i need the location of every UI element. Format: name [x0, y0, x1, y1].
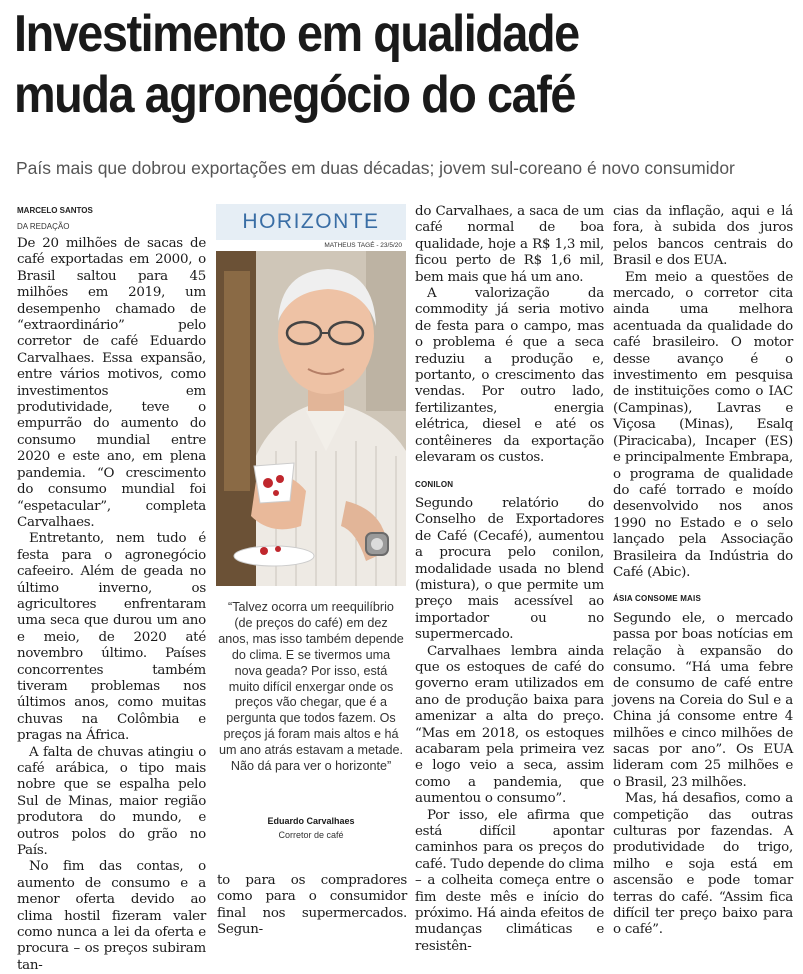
paragraph: Por isso, ele afirma que está difícil apontar caminhos para os preços do café. Tudo depende do clima – a colheita começa entre o fim deste mês e início do próximo. Há ainda efeitos de mudanças climáticas e resistên-	[415, 807, 604, 954]
paragraph: do Carvalhaes, a saca de um café normal de boa qualidade, hoje a R$ 1,3 mil, ficou perto de R$ 1,6 mil, bem mais que há um ano.	[415, 204, 604, 285]
subhead-asia: ÁSIA CONSOME MAIS	[613, 594, 701, 604]
photo-credit: MATHEUS TAGÉ - 23/5/20	[324, 242, 402, 249]
byline-author: MARCELO SANTOS	[17, 206, 93, 215]
byline-desk: DA REDAÇÃO	[17, 222, 70, 231]
sidebar-title: HORIZONTE	[216, 204, 406, 240]
pull-quote: “Talvez ocorra um reequilíbrio (de preços do café) em dez anos, mas isso também depende do clima. E se tivermos uma nova geada? Por isso, está muito difícil enxergar onde os preços vão chegar, que é a pergunta que todos fazem. Os preços já foram mais altos e há um ano atrás estavam a metade. Não dá para ver o horizonte”	[218, 600, 404, 774]
paragraph: Entretanto, nem tudo é festa para o agronegócio cafeeiro. Além de geada no último inverno, os agricultores enfrentaram uma seca que durou um ano e meio, de 2020 até novembro último. Países concorrentes também tiveram problemas nos últimos anos, como muitas chuvas na Colômbia e pragas na África.	[17, 531, 206, 744]
article-column-4	[613, 204, 793, 939]
headline	[14, 4, 716, 126]
paragraph: cias da inflação, aqui e lá fora, à subida dos juros pelos bancos centrais do Brasil e dos EUA.	[613, 204, 793, 269]
quote-attribution-name: Eduardo Carvalhaes	[267, 816, 355, 826]
article-column-1	[17, 236, 206, 974]
headline-line-2: muda agronegócio do café	[14, 66, 575, 124]
headline-line-1: Investimento em qualidade	[14, 5, 579, 63]
article-column-2-tail	[217, 873, 407, 939]
paragraph: Carvalhaes lembra ainda que os estoques de café do governo eram utilizados em ano de produção baixa para amenizar a alta do preço. “Mas em 2018, os estoques acabaram pela primeira vez e logo veio a seca, assim como a pandemia, que aumentou o consumo”.	[415, 643, 604, 807]
article-column-3	[415, 204, 604, 955]
portrait-photo	[216, 251, 406, 586]
paragraph: De 20 milhões de sacas de café exportadas em 2000, o Brasil saltou para 45 milhões em 2019, um desempenho chamado de “extraordinário” pelo corretor de café Eduardo Carvalhaes. Essa expansão, entre vários motivos, como investimentos em produtividade, teve o empurrão do aumento do consumo mundial entre 2020 e este ano, em plena pandemia. “O crescimento do consumo mundial foi “espetacular”, completa Carvalhaes.	[17, 236, 206, 530]
paragraph: Segundo relatório do Conselho de Exportadores de Café (Cecafé), aumentou a procura pelo conilon, modalidade usada no blend (mistura), o que permite um preço mais acessível ao importador ou no supermercado.	[415, 495, 604, 643]
sidebar-horizonte	[216, 204, 406, 864]
quote-attribution-role: Corretor de café	[278, 830, 344, 840]
paragraph: A falta de chuvas atingiu o café arábica, o tipo mais nobre que se espalha pelo Sul de Minas, maior região produtora do mundo, e outros polos do grão no País.	[17, 744, 206, 859]
paragraph: Mas, há desafios, como a competição das outras culturas por fazendas. A produtividade do trigo, milho e soja está em ascensão e pode tomar terras do café. “Assim fica difícil ter preço baixo para o café”.	[613, 791, 793, 938]
deck-subtitle: País mais que dobrou exportações em duas décadas; jovem sul-coreano é novo consumidor	[16, 158, 735, 178]
paragraph: Segundo ele, o mercado passa por boas notícias em relação à expansão do consumo. “Há uma febre de consumo de café entre jovens na Coreia do Sul e a China já consome entre 4 milhões e cinco milhões de sacas por ano”. Os EUA lideram com 25 milhões e o Brasil, 23 milhões.	[613, 610, 793, 790]
subhead-conilon: CONILON	[415, 479, 454, 489]
paragraph: A valorização da commodity já seria motivo de festa para o campo, mas o problema é que a seca reduziu a produção e, portanto, o crescimento das vendas. Por outro lado, fertilizantes, energia elétrica, diesel e até os contêineres da exportação elevaram os custos.	[415, 286, 604, 466]
paragraph: Em meio a questões de mercado, o corretor cita ainda uma melhora acentuada da qualidade do café brasileiro. O motor desse avanço é o investimento em pesquisa de instituições como o IAC (Campinas), Lavras e Viçosa (Minas), Esalq (Piracicaba), Incaper (ES) e principalmente Embrapa, o programa de qualidade do café torrado e moído desenvolvido nos anos 1990 no Estado e o selo lançado pela Associação Brasileira da Indústria do Café (Abic).	[613, 269, 793, 580]
paragraph: No fim das contas, o aumento de consumo e a menor oferta devido ao clima hostil fizeram valer como nunca a lei da oferta e procura – os preços subiram tan-	[17, 859, 206, 973]
paragraph: to para os compradores como para o consumidor final nos supermercados. Segun-	[217, 873, 407, 938]
